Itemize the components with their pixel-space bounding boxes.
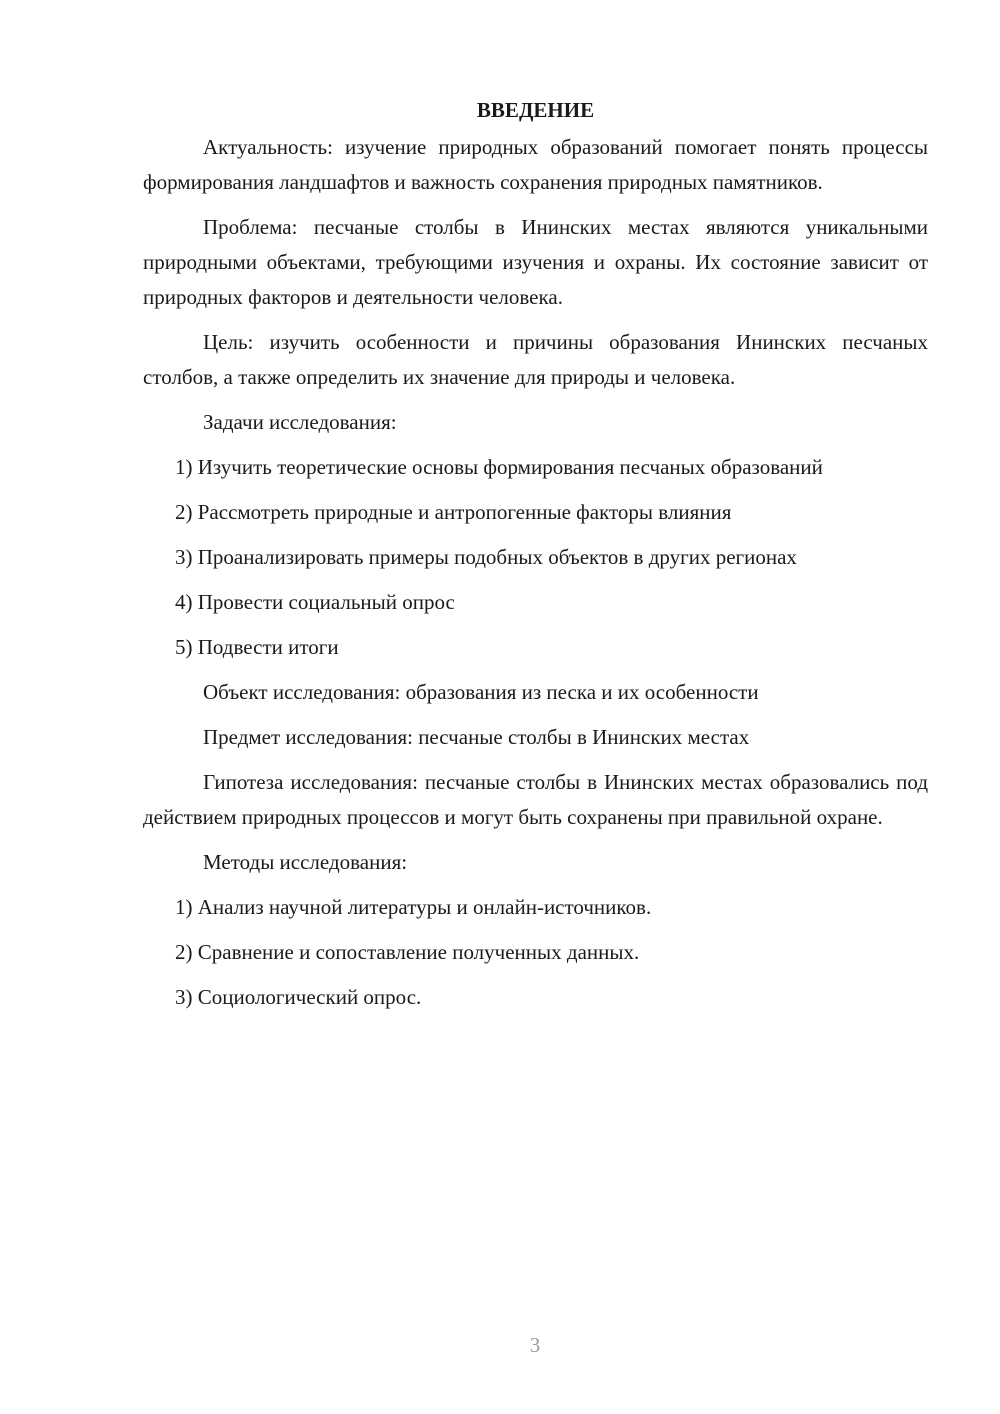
task-item-3: 3) Проанализировать примеры подобных объектов в других регионах bbox=[175, 545, 797, 569]
tasks-heading: Задачи исследования: bbox=[203, 410, 397, 434]
relevance-paragraph: Актуальность: изучение природных образований помогает понять процессы формирования ландшафтов и важность сохранения природных памятников. bbox=[143, 135, 928, 194]
problem-paragraph: Проблема: песчаные столбы в Ининских местах являются уникальными природными объектами, требующими изучения и охраны. Их состояние зависит от природных факторов и деятельности человека. bbox=[143, 215, 928, 309]
task-item-4: 4) Провести социальный опрос bbox=[175, 590, 455, 614]
methods-heading: Методы исследования: bbox=[203, 850, 408, 874]
task-item-1: 1) Изучить теоретические основы формирования песчаных образований bbox=[175, 455, 823, 479]
method-item-2: 2) Сравнение и сопоставление полученных данных. bbox=[175, 940, 640, 964]
hypothesis-paragraph: Гипотеза исследования: песчаные столбы в Ининских местах образовались под действием природных процессов и могут быть сохранены при правильной охране. bbox=[143, 770, 928, 829]
method-item-3: 3) Социологический опрос. bbox=[175, 985, 422, 1009]
document-page bbox=[143, 92, 928, 1025]
method-item-1: 1) Анализ научной литературы и онлайн-источников. bbox=[175, 895, 652, 919]
task-item-5: 5) Подвести итоги bbox=[175, 635, 339, 659]
page-number: 3 bbox=[529, 1333, 541, 1357]
page-title: ВВЕДЕНИЕ bbox=[476, 98, 595, 122]
goal-paragraph: Цель: изучить особенности и причины образования Ининских песчаных столбов, а также определить их значение для природы и человека. bbox=[143, 330, 928, 389]
task-item-2: 2) Рассмотреть природные и антропогенные факторы влияния bbox=[175, 500, 732, 524]
subject-line: Предмет исследования: песчаные столбы в Ининских местах bbox=[203, 725, 750, 749]
object-line: Объект исследования: образования из песка и их особенности bbox=[203, 680, 759, 704]
